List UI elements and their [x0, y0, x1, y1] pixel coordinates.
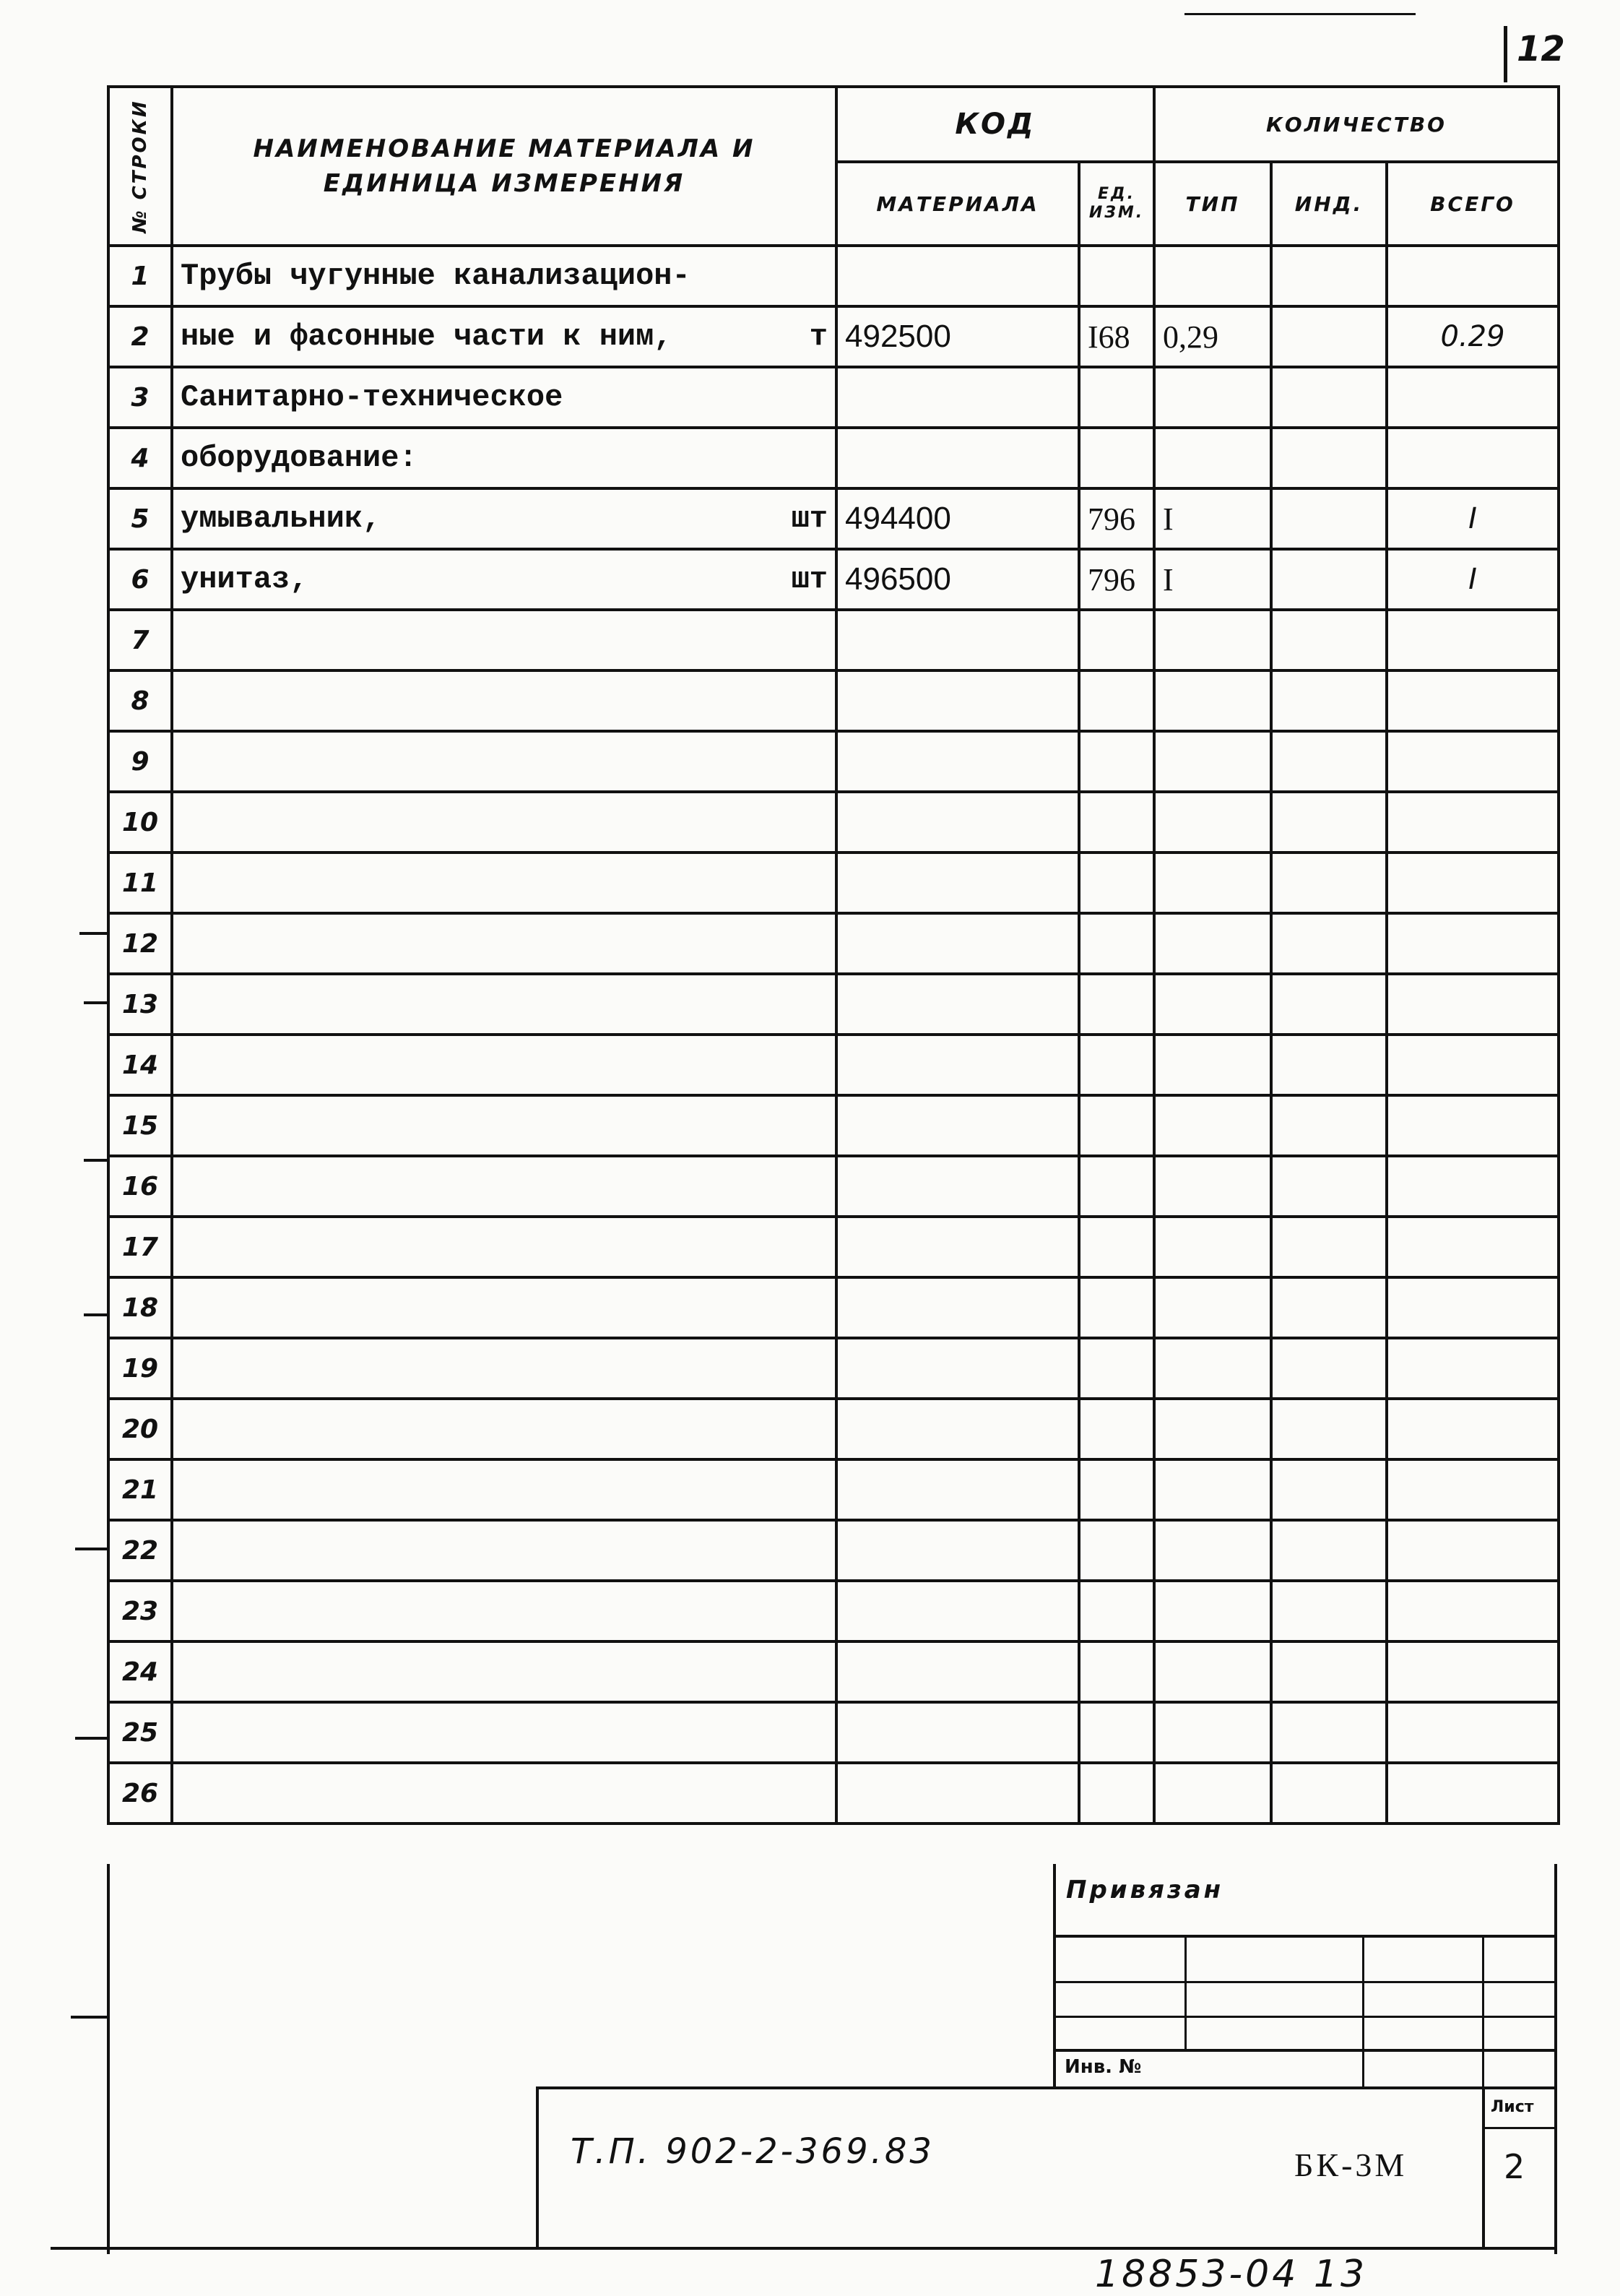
- total-quantity-cell: [1387, 1399, 1559, 1459]
- margin-tick: [71, 2016, 107, 2019]
- table-row: [108, 1217, 1559, 1277]
- type-quantity-cell: [1154, 428, 1271, 488]
- total-quantity-cell: [1387, 610, 1559, 670]
- material-code-cell: [836, 367, 1079, 428]
- material-code-cell: [836, 1338, 1079, 1399]
- ind-quantity-cell: [1271, 1338, 1387, 1399]
- total-quantity-cell: [1387, 1035, 1559, 1095]
- material-code-cell: [836, 1156, 1079, 1217]
- ind-quantity-cell: [1271, 1399, 1387, 1459]
- unit-code-header: ЕД. ИЗМ.: [1079, 162, 1154, 246]
- unit-code-cell: [1079, 913, 1154, 974]
- total-quantity-cell: I: [1387, 488, 1559, 549]
- type-quantity-cell: [1154, 913, 1271, 974]
- type-quantity-cell: [1154, 1095, 1271, 1156]
- row-number-cell: 1: [108, 246, 172, 306]
- row-number-cell: 10: [108, 792, 172, 853]
- row-number-cell: 2: [108, 306, 172, 367]
- ind-quantity-cell: [1271, 1217, 1387, 1277]
- ind-quantity-cell: [1271, 306, 1387, 367]
- unit-code-cell: [1079, 792, 1154, 853]
- row-number-cell: 15: [108, 1095, 172, 1156]
- type-quantity-cell: [1154, 670, 1271, 731]
- document-code: Т.П. 902-2-369.83: [571, 2131, 935, 2172]
- title-block-col-2: [1362, 1935, 1364, 2086]
- total-quantity-cell: [1387, 1459, 1559, 1520]
- type-quantity-cell: [1154, 1035, 1271, 1095]
- row-number-cell: 16: [108, 1156, 172, 1217]
- material-name-text: Санитарно-техническое: [181, 380, 563, 415]
- material-code-cell: [836, 610, 1079, 670]
- material-name-cell: [172, 1520, 836, 1581]
- total-quantity-cell: I: [1387, 549, 1559, 610]
- table-row: [108, 853, 1559, 913]
- archive-number: 18853-04 13: [1095, 2253, 1368, 2296]
- type-quantity-cell: [1154, 1520, 1271, 1581]
- row-number-cell: 6: [108, 549, 172, 610]
- page-number: 12: [1517, 29, 1565, 69]
- margin-tick: [75, 1548, 107, 1550]
- row-number-cell: 7: [108, 610, 172, 670]
- material-name-text: ные и фасонные части к ним,: [181, 319, 672, 354]
- ind-quantity-cell: [1271, 1581, 1387, 1641]
- row-number-cell: 17: [108, 1217, 172, 1277]
- table-row: [108, 428, 1559, 488]
- unit-code-cell: [1079, 1641, 1154, 1702]
- ind-quantity-cell: [1271, 610, 1387, 670]
- row-number-cell: 9: [108, 731, 172, 792]
- material-code-cell: 494400: [836, 488, 1079, 549]
- total-quantity-cell: [1387, 913, 1559, 974]
- frame-left-border: [107, 1864, 110, 2254]
- row-number-cell: 14: [108, 1035, 172, 1095]
- margin-tick: [84, 1313, 107, 1316]
- total-quantity-cell: [1387, 1581, 1559, 1641]
- total-quantity-cell: 0.29: [1387, 306, 1559, 367]
- total-quantity-cell: [1387, 428, 1559, 488]
- table-row: [108, 1095, 1559, 1156]
- type-quantity-cell: [1154, 367, 1271, 428]
- unit-code-cell: [1079, 1520, 1154, 1581]
- material-name-cell: [172, 367, 836, 428]
- unit-code-cell: [1079, 610, 1154, 670]
- type-quantity-cell: [1154, 610, 1271, 670]
- unit-code-cell: [1079, 1702, 1154, 1763]
- type-quantity-cell: [1154, 974, 1271, 1035]
- material-code-cell: [836, 1459, 1079, 1520]
- material-name-text: оборудование:: [181, 441, 417, 475]
- material-code-cell: [836, 1520, 1079, 1581]
- unit-label: т: [809, 319, 828, 354]
- material-code-cell: [836, 792, 1079, 853]
- row-number-cell: 12: [108, 913, 172, 974]
- material-name-cell: [172, 1035, 836, 1095]
- row-number-cell: 3: [108, 367, 172, 428]
- margin-tick: [79, 932, 107, 935]
- ind-quantity-cell: [1271, 1520, 1387, 1581]
- total-quantity-cell: [1387, 367, 1559, 428]
- type-quantity-cell: [1154, 1156, 1271, 1217]
- table-row: [108, 913, 1559, 974]
- table-row: [108, 1459, 1559, 1520]
- table-row: [108, 1581, 1559, 1641]
- type-quantity-cell: [1154, 1641, 1271, 1702]
- ind-quantity-cell: [1271, 670, 1387, 731]
- ind-quantity-cell: [1271, 974, 1387, 1035]
- row-number-cell: 24: [108, 1641, 172, 1702]
- table-row: [108, 1702, 1559, 1763]
- total-quantity-cell: [1387, 246, 1559, 306]
- type-quantity-cell: [1154, 853, 1271, 913]
- material-name-cell: [172, 670, 836, 731]
- unit-code-cell: [1079, 670, 1154, 731]
- type-quantity-cell: [1154, 1277, 1271, 1338]
- material-name-cell: [172, 1277, 836, 1338]
- unit-code-cell: [1079, 1763, 1154, 1824]
- material-code-cell: [836, 428, 1079, 488]
- material-code-cell: [836, 1095, 1079, 1156]
- material-name-text: унитаз,: [181, 562, 308, 597]
- doc-block-top-rule: [536, 2086, 1557, 2089]
- ind-quantity-cell: [1271, 1035, 1387, 1095]
- unit-code-cell: [1079, 1399, 1154, 1459]
- type-quantity-cell: [1154, 1581, 1271, 1641]
- ind-quantity-cell: [1271, 913, 1387, 974]
- table-row: [108, 306, 1559, 367]
- material-name-cell: [172, 1338, 836, 1399]
- unit-code-cell: [1079, 367, 1154, 428]
- total-quantity-cell: [1387, 1338, 1559, 1399]
- material-name-cell: [172, 1459, 836, 1520]
- material-name-cell: [172, 1095, 836, 1156]
- table-row: [108, 1520, 1559, 1581]
- sheet-cell-rule: [1482, 2127, 1557, 2129]
- table-row: [108, 367, 1559, 428]
- table-row: [108, 1399, 1559, 1459]
- material-code-cell: [836, 1399, 1079, 1459]
- unit-code-cell: [1079, 731, 1154, 792]
- material-name-text: умывальник,: [181, 501, 381, 536]
- type-quantity-cell: [1154, 1459, 1271, 1520]
- material-name-cell: [172, 853, 836, 913]
- material-name-cell: [172, 1156, 836, 1217]
- margin-tick: [84, 1159, 107, 1162]
- title-block-col-1: [1184, 1935, 1187, 2050]
- page-number-divider: [1504, 26, 1507, 82]
- ind-quantity-cell: [1271, 1095, 1387, 1156]
- material-name-cell: [172, 1702, 836, 1763]
- sheet-cell-left-border: [1482, 2086, 1485, 2247]
- material-code-cell: [836, 1702, 1079, 1763]
- unit-label: шт: [791, 501, 828, 536]
- material-name-cell: [172, 731, 836, 792]
- ind-quantity-cell: [1271, 428, 1387, 488]
- title-block-col-3: [1482, 1935, 1484, 2086]
- material-code-cell: [836, 670, 1079, 731]
- row-number-cell: 13: [108, 974, 172, 1035]
- type-quantity-cell: 0,29: [1154, 306, 1271, 367]
- row-number-cell: 21: [108, 1459, 172, 1520]
- material-name-cell: [172, 549, 836, 610]
- material-name-cell: [172, 1641, 836, 1702]
- table-row: [108, 1277, 1559, 1338]
- type-quantity-cell: [1154, 246, 1271, 306]
- total-quantity-cell: [1387, 853, 1559, 913]
- ind-quantity-cell: [1271, 731, 1387, 792]
- material-code-cell: [836, 974, 1079, 1035]
- ind-quantity-cell: [1271, 853, 1387, 913]
- material-code-cell: 492500: [836, 306, 1079, 367]
- unit-code-cell: [1079, 428, 1154, 488]
- total-quantity-cell: [1387, 1641, 1559, 1702]
- material-code-cell: [836, 1217, 1079, 1277]
- table-row: [108, 610, 1559, 670]
- total-quantity-cell: [1387, 1520, 1559, 1581]
- type-quantity-cell: [1154, 1399, 1271, 1459]
- total-quantity-cell: [1387, 1702, 1559, 1763]
- material-name-cell: [172, 246, 836, 306]
- table-row: [108, 792, 1559, 853]
- material-name-cell: [172, 1399, 836, 1459]
- ind-quantity-cell: [1271, 1763, 1387, 1824]
- unit-code-cell: [1079, 1095, 1154, 1156]
- type-quantity-cell: [1154, 1763, 1271, 1824]
- material-code-cell: [836, 1763, 1079, 1824]
- inventory-number-label: Инв. №: [1065, 2056, 1142, 2078]
- material-code-cell: 496500: [836, 549, 1079, 610]
- type-quantity-cell: I: [1154, 488, 1271, 549]
- row-number-cell: 5: [108, 488, 172, 549]
- unit-code-cell: [1079, 1581, 1154, 1641]
- unit-code-cell: [1079, 1277, 1154, 1338]
- unit-code-cell: [1079, 853, 1154, 913]
- ind-quantity-cell: [1271, 488, 1387, 549]
- row-number-cell: 19: [108, 1338, 172, 1399]
- row-number-cell: 20: [108, 1399, 172, 1459]
- type-quantity-cell: I: [1154, 549, 1271, 610]
- table-row: [108, 974, 1559, 1035]
- material-rows: [108, 246, 1559, 1824]
- ind-quantity-cell: [1271, 792, 1387, 853]
- row-number-cell: 26: [108, 1763, 172, 1824]
- material-name-cell: [172, 974, 836, 1035]
- unit-code-cell: [1079, 246, 1154, 306]
- material-code-cell: [836, 1581, 1079, 1641]
- ind-quantity-cell: [1271, 367, 1387, 428]
- table-row: [108, 1338, 1559, 1399]
- total-quantity-cell: [1387, 792, 1559, 853]
- unit-code-cell: 796: [1079, 549, 1154, 610]
- type-quantity-header: ТИП: [1154, 162, 1271, 246]
- unit-label: шт: [791, 562, 828, 597]
- unit-code-cell: [1079, 1156, 1154, 1217]
- margin-tick: [84, 1001, 107, 1004]
- material-name-cell: [172, 306, 836, 367]
- total-quantity-cell: [1387, 731, 1559, 792]
- table-row: [108, 246, 1559, 306]
- material-code-header: МАТЕРИАЛА: [836, 162, 1079, 246]
- margin-tick: [75, 1737, 107, 1740]
- drawing-mark: БК-3М: [1294, 2146, 1408, 2183]
- linked-label: Привязан: [1066, 1876, 1224, 1904]
- type-quantity-cell: [1154, 1217, 1271, 1277]
- table-row: [108, 731, 1559, 792]
- table-row: [108, 549, 1559, 610]
- material-name-header: НАИМЕНОВАНИЕ МАТЕРИАЛА И ЕДИНИЦА ИЗМЕРЕНИЯ: [172, 87, 836, 246]
- table-row: [108, 670, 1559, 731]
- type-quantity-cell: [1154, 731, 1271, 792]
- material-code-cell: [836, 246, 1079, 306]
- material-name-cell: [172, 428, 836, 488]
- row-number-cell: 18: [108, 1277, 172, 1338]
- unit-code-cell: [1079, 1035, 1154, 1095]
- total-quantity-cell: [1387, 1156, 1559, 1217]
- ind-quantity-cell: [1271, 549, 1387, 610]
- ind-quantity-cell: [1271, 1702, 1387, 1763]
- total-quantity-cell: [1387, 1095, 1559, 1156]
- unit-code-cell: [1079, 1217, 1154, 1277]
- ind-quantity-cell: [1271, 1156, 1387, 1217]
- material-code-cell: [836, 853, 1079, 913]
- table-row: [108, 1035, 1559, 1095]
- top-right-rule: [1184, 13, 1416, 15]
- material-name-cell: [172, 792, 836, 853]
- row-number-cell: 25: [108, 1702, 172, 1763]
- sheet-label: Лист: [1491, 2098, 1534, 2116]
- type-quantity-cell: [1154, 1338, 1271, 1399]
- total-quantity-cell: [1387, 1217, 1559, 1277]
- frame-bottom-border: [51, 2247, 1557, 2250]
- material-name-text: Трубы чугунные канализацион-: [181, 259, 690, 293]
- unit-code-cell: I68: [1079, 306, 1154, 367]
- table-row: [108, 1763, 1559, 1824]
- table-row: [108, 1641, 1559, 1702]
- material-spec-table: [107, 85, 1560, 1825]
- table-row: [108, 488, 1559, 549]
- ind-quantity-cell: [1271, 1641, 1387, 1702]
- total-quantity-header: ВСЕГО: [1387, 162, 1559, 246]
- total-quantity-cell: [1387, 1277, 1559, 1338]
- unit-code-cell: [1079, 1338, 1154, 1399]
- quantity-header: КОЛИЧЕСТВО: [1154, 87, 1559, 162]
- total-quantity-cell: [1387, 1763, 1559, 1824]
- row-number-cell: 8: [108, 670, 172, 731]
- frame-right-border: [1554, 1864, 1557, 2254]
- row-number-header: [108, 87, 172, 246]
- type-quantity-cell: [1154, 792, 1271, 853]
- material-code-cell: [836, 1641, 1079, 1702]
- row-number-cell: 22: [108, 1520, 172, 1581]
- material-name-cell: [172, 913, 836, 974]
- unit-code-cell: [1079, 1459, 1154, 1520]
- code-header: КОД: [836, 87, 1154, 162]
- row-number-cell: 23: [108, 1581, 172, 1641]
- material-code-cell: [836, 1035, 1079, 1095]
- row-number-header-label: № СТРОКИ: [129, 99, 151, 233]
- material-code-cell: [836, 731, 1079, 792]
- doc-block-left-border: [536, 2086, 539, 2247]
- unit-code-cell: [1079, 974, 1154, 1035]
- unit-code-cell: 796: [1079, 488, 1154, 549]
- material-name-cell: [172, 1581, 836, 1641]
- sheet-number: 2: [1504, 2147, 1528, 2186]
- ind-quantity-cell: [1271, 246, 1387, 306]
- ind-quantity-header: ИНД.: [1271, 162, 1387, 246]
- material-code-cell: [836, 913, 1079, 974]
- row-number-cell: 11: [108, 853, 172, 913]
- ind-quantity-cell: [1271, 1277, 1387, 1338]
- total-quantity-cell: [1387, 974, 1559, 1035]
- row-number-cell: 4: [108, 428, 172, 488]
- total-quantity-cell: [1387, 670, 1559, 731]
- material-name-cell: [172, 610, 836, 670]
- material-name-cell: [172, 488, 836, 549]
- title-block-left-border: [1053, 1864, 1056, 2088]
- table-row: [108, 1156, 1559, 1217]
- material-name-cell: [172, 1763, 836, 1824]
- type-quantity-cell: [1154, 1702, 1271, 1763]
- material-name-cell: [172, 1217, 836, 1277]
- ind-quantity-cell: [1271, 1459, 1387, 1520]
- material-code-cell: [836, 1277, 1079, 1338]
